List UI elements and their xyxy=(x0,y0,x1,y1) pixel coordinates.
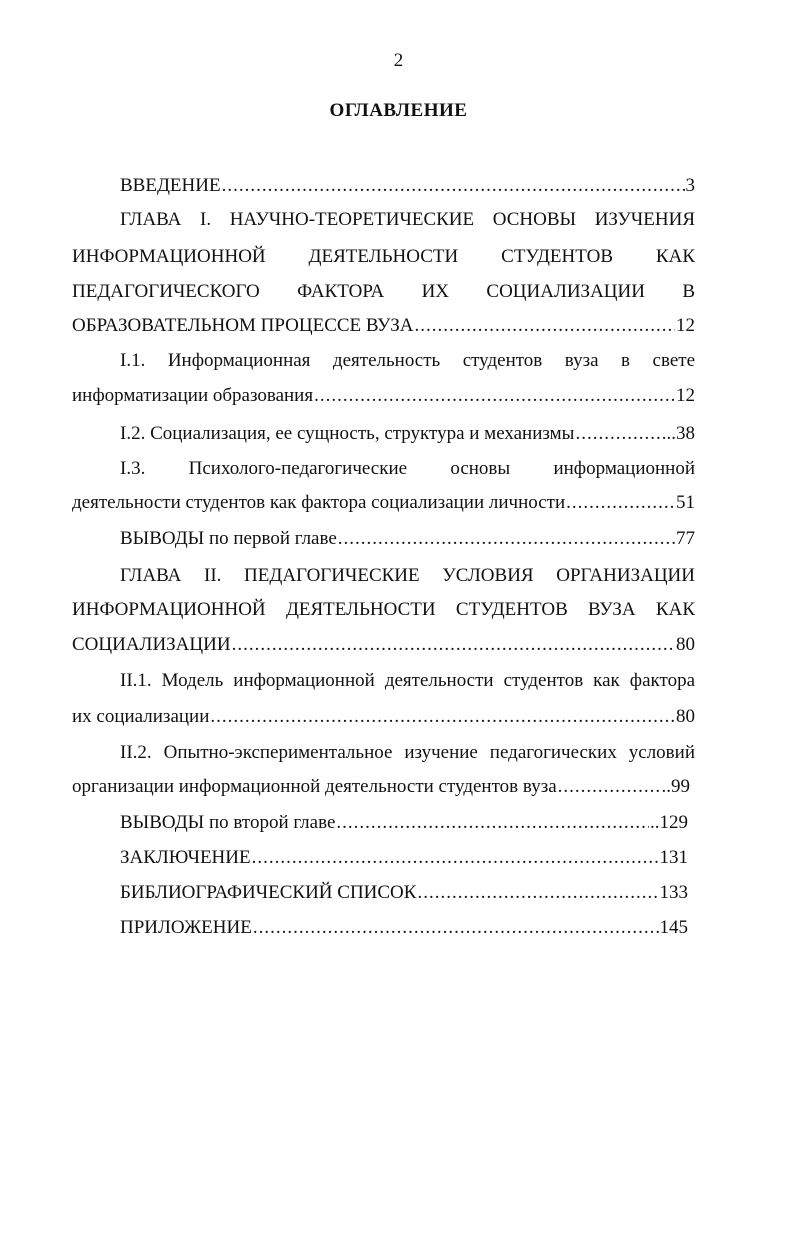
toc-section-1-2[interactable] xyxy=(120,421,695,447)
dot-leader xyxy=(252,845,659,871)
toc-entry-label: организации информационной деятельности студентов вуза xyxy=(72,776,557,797)
toc-section-1-3-line-1[interactable]: I.3. Психолого-педагогические основы информационной xyxy=(120,458,695,479)
toc-page-number: 12 xyxy=(676,315,695,336)
dot-leader xyxy=(566,490,675,516)
dot-leader xyxy=(232,632,675,658)
page-number: 2 xyxy=(393,50,404,71)
toc-page-number: ..38 xyxy=(666,423,695,444)
toc-section-2-1-line-1[interactable]: II.1. Модель информационной деятельности студентов как фактора xyxy=(120,670,695,691)
dot-leader xyxy=(558,774,661,800)
toc-conclusions-chapter-2[interactable] xyxy=(120,810,688,836)
dot-leader xyxy=(222,173,685,199)
toc-page-number: 145 xyxy=(659,917,688,938)
dot-leader xyxy=(575,421,665,447)
toc-chapter-2-line-2[interactable]: ИНФОРМАЦИОННОЙ ДЕЯТЕЛЬНОСТИ СТУДЕНТОВ ВУЗА КАК xyxy=(72,599,695,620)
toc-section-1-3-line-2[interactable] xyxy=(72,490,695,516)
toc-entry-label: ВВЕДЕНИЕ xyxy=(120,175,221,196)
toc-bibliography[interactable] xyxy=(120,880,688,906)
toc-chapter-1-line-3[interactable]: ПЕДАГОГИЧЕСКОГО ФАКТОРА ИХ СОЦИАЛИЗАЦИИ В xyxy=(72,281,695,302)
toc-appendix[interactable] xyxy=(120,915,688,941)
toc-page-number: 51 xyxy=(676,492,695,513)
toc-entry-label: ПРИЛОЖЕНИЕ xyxy=(120,917,252,938)
toc-chapter-2-line-3[interactable] xyxy=(72,632,695,658)
toc-chapter-1-line-1[interactable]: ГЛАВА I. НАУЧНО-ТЕОРЕТИЧЕСКИЕ ОСНОВЫ ИЗУЧЕНИЯ xyxy=(120,209,695,230)
toc-conclusions-chapter-1[interactable] xyxy=(120,526,695,552)
toc-entry-introduction[interactable] xyxy=(120,173,695,199)
dot-leader xyxy=(314,383,675,409)
dot-leader xyxy=(336,810,649,836)
toc-chapter-1-line-2[interactable]: ИНФОРМАЦИОННОЙ ДЕЯТЕЛЬНОСТИ СТУДЕНТОВ КАК xyxy=(72,246,695,267)
toc-entry-label: деятельности студентов как фактора социализации личности xyxy=(72,492,566,513)
toc-page-number: ..129 xyxy=(650,812,688,833)
toc-entry-label: СОЦИАЛИЗАЦИИ xyxy=(72,634,231,655)
toc-page-number: 131 xyxy=(659,847,688,868)
dot-leader xyxy=(338,526,675,552)
toc-chapter-1-line-4[interactable] xyxy=(72,313,695,339)
toc-page-number: 3 xyxy=(685,175,695,196)
toc-section-1-1-line-1[interactable]: I.1. Информационная деятельность студентов вуза в свете xyxy=(120,350,695,371)
toc-section-2-2-line-1[interactable]: II.2. Опытно-экспериментальное изучение педагогических условий xyxy=(120,742,695,763)
toc-entry-label: ОБРАЗОВАТЕЛЬНОМ ПРОЦЕССЕ ВУЗА xyxy=(72,315,414,336)
toc-entry-label: информатизации образования xyxy=(72,385,314,406)
toc-page-number: 12 xyxy=(676,385,695,406)
toc-page-number: 77 xyxy=(676,528,695,549)
toc-page-number: 80 xyxy=(676,706,695,727)
toc-page-number: 133 xyxy=(659,882,688,903)
toc-section-1-1-line-2[interactable] xyxy=(72,383,695,409)
toc-section-2-2-line-2[interactable] xyxy=(72,774,690,800)
toc-conclusion[interactable] xyxy=(120,845,688,871)
dot-leader xyxy=(414,313,675,339)
dot-leader xyxy=(417,880,658,906)
toc-chapter-2-line-1[interactable]: ГЛАВА II. ПЕДАГОГИЧЕСКИЕ УСЛОВИЯ ОРГАНИЗАЦИИ xyxy=(120,565,695,586)
toc-entry-label: БИБЛИОГРАФИЧЕСКИЙ СПИСОК xyxy=(120,882,417,903)
toc-page-number: 80 xyxy=(676,634,695,655)
dot-leader xyxy=(253,915,659,941)
toc-entry-label: ВЫВОДЫ по первой главе xyxy=(120,528,337,549)
toc-entry-label: ВЫВОДЫ по второй главе xyxy=(120,812,336,833)
toc-entry-label: I.2. Социализация, ее сущность, структура и механизмы xyxy=(120,423,575,444)
toc-entry-label: ЗАКЛЮЧЕНИЕ xyxy=(120,847,251,868)
toc-section-2-1-line-2[interactable] xyxy=(72,704,695,730)
toc-entry-label: их социализации xyxy=(72,706,210,727)
page-title: ОГЛАВЛЕНИЕ xyxy=(329,100,468,121)
dot-leader xyxy=(210,704,675,730)
toc-page-number: ..99 xyxy=(661,776,690,797)
